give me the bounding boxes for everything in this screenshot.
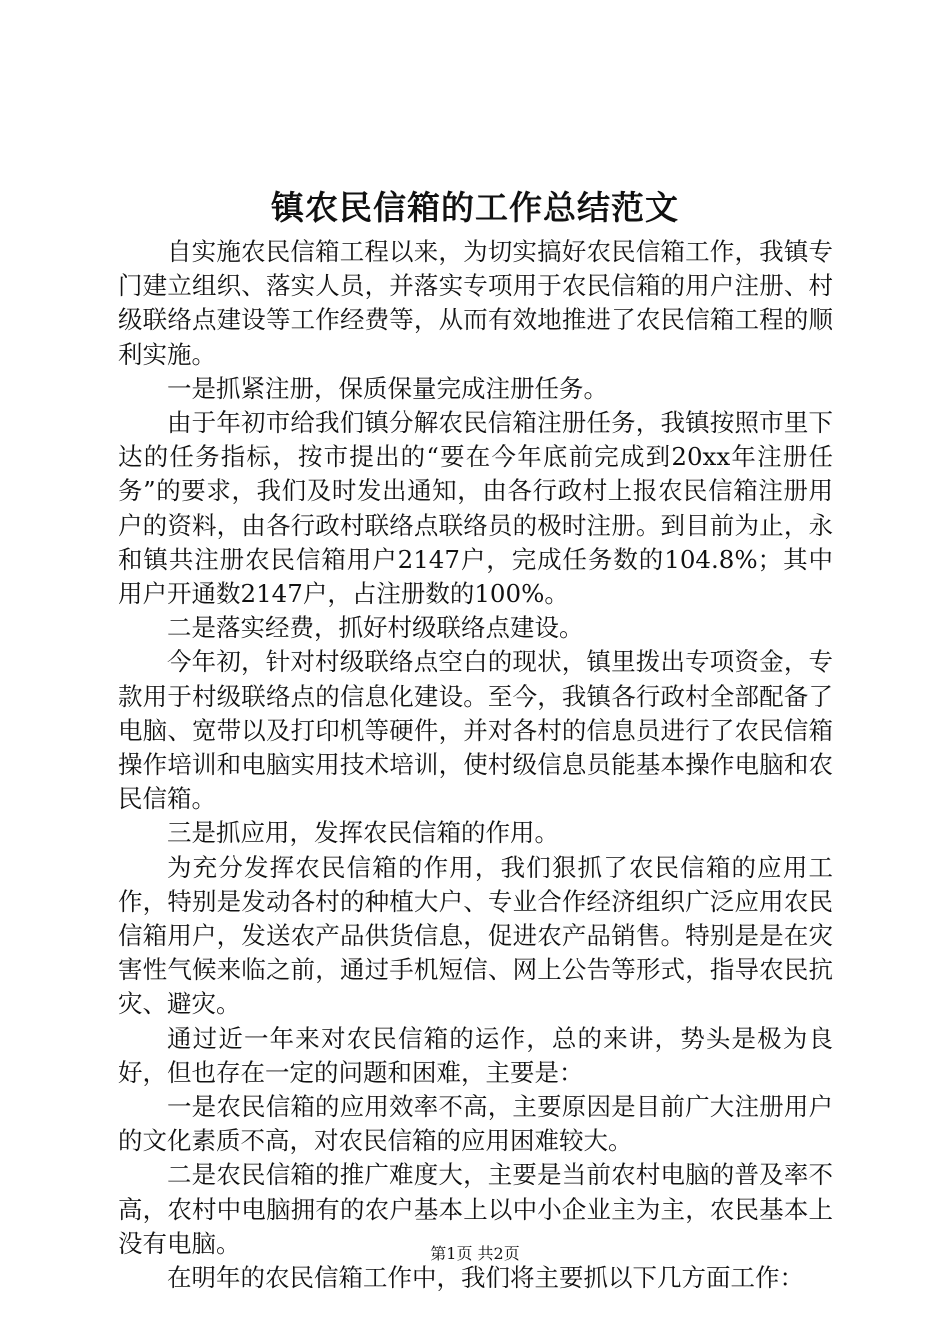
paragraph-intro: 自实施农民信箱工程以来，为切实搞好农民信箱工作，我镇专门建立组织、落实人员，并落实专项用于农民信箱的用户注册、村级联络点建设等工作经费等，从而有效地推进了农民信箱工程的顺利实施。 [118,237,833,369]
document-title: 镇农民信箱的工作总结范文 [271,188,679,227]
paragraph-heading-2: 二是落实经费，抓好村级联络点建设。 [167,613,584,643]
document-body [118,235,833,1295]
paragraph-heading-3: 三是抓应用，发挥农民信箱的作用。 [167,818,559,848]
paragraph-next-year: 在明年的农民信箱工作中，我们将主要抓以下几方面工作： [167,1263,804,1293]
paragraph-summary: 通过近一年来对农民信箱的运作，总的来讲，势头是极为良好，但也存在一定的问题和困难，主要是： [118,1023,833,1087]
paragraph-application: 为充分发挥农民信箱的作用，我们狠抓了农民信箱的应用工作，特别是发动各村的种植大户、专业合作经济组织广泛应用农民信箱用户，发送农产品供货信息，促进农产品销售。特别是是在灾害性气候来临之前，通过手机短信、网上公告等形式，指导农民抗灾、避灾。 [118,852,833,1019]
paragraph-funding: 今年初，针对村级联络点空白的现状，镇里拨出专项资金，专款用于村级联络点的信息化建设。至今，我镇各行政村全部配备了电脑、宽带以及打印机等硬件，并对各村的信息员进行了农民信箱操作培训和电脑实用技术培训，使村级信息员能基本操作电脑和农民信箱。 [118,647,833,814]
paragraph-registration: 由于年初市给我们镇分解农民信箱注册任务，我镇按照市里下达的任务指标，按市提出的“要在今年底前完成到20xx年注册任务”的要求，我们及时发出通知，由各行政村上报农民信箱注册用户的资料，由各行政村联络点联络员的极时注册。到目前为止，永和镇共注册农民信箱用户2147户，完成任务数的104.8%；其中用户开通数2147户，占注册数的100%。 [118,408,833,609]
paragraph-problem-2: 二是农民信箱的推广难度大，主要是当前农村电脑的普及率不高，农村中电脑拥有的农户基本上以中小企业主为主，农民基本上没有电脑。 [118,1160,833,1258]
paragraph-heading-1: 一是抓紧注册，保质保量完成注册任务。 [167,373,608,403]
page-footer: 第1页 共2页 [430,1244,520,1263]
paragraph-problem-1: 一是农民信箱的应用效率不高，主要原因是目前广大注册用户的文化素质不高，对农民信箱的应用困难较大。 [118,1092,833,1156]
